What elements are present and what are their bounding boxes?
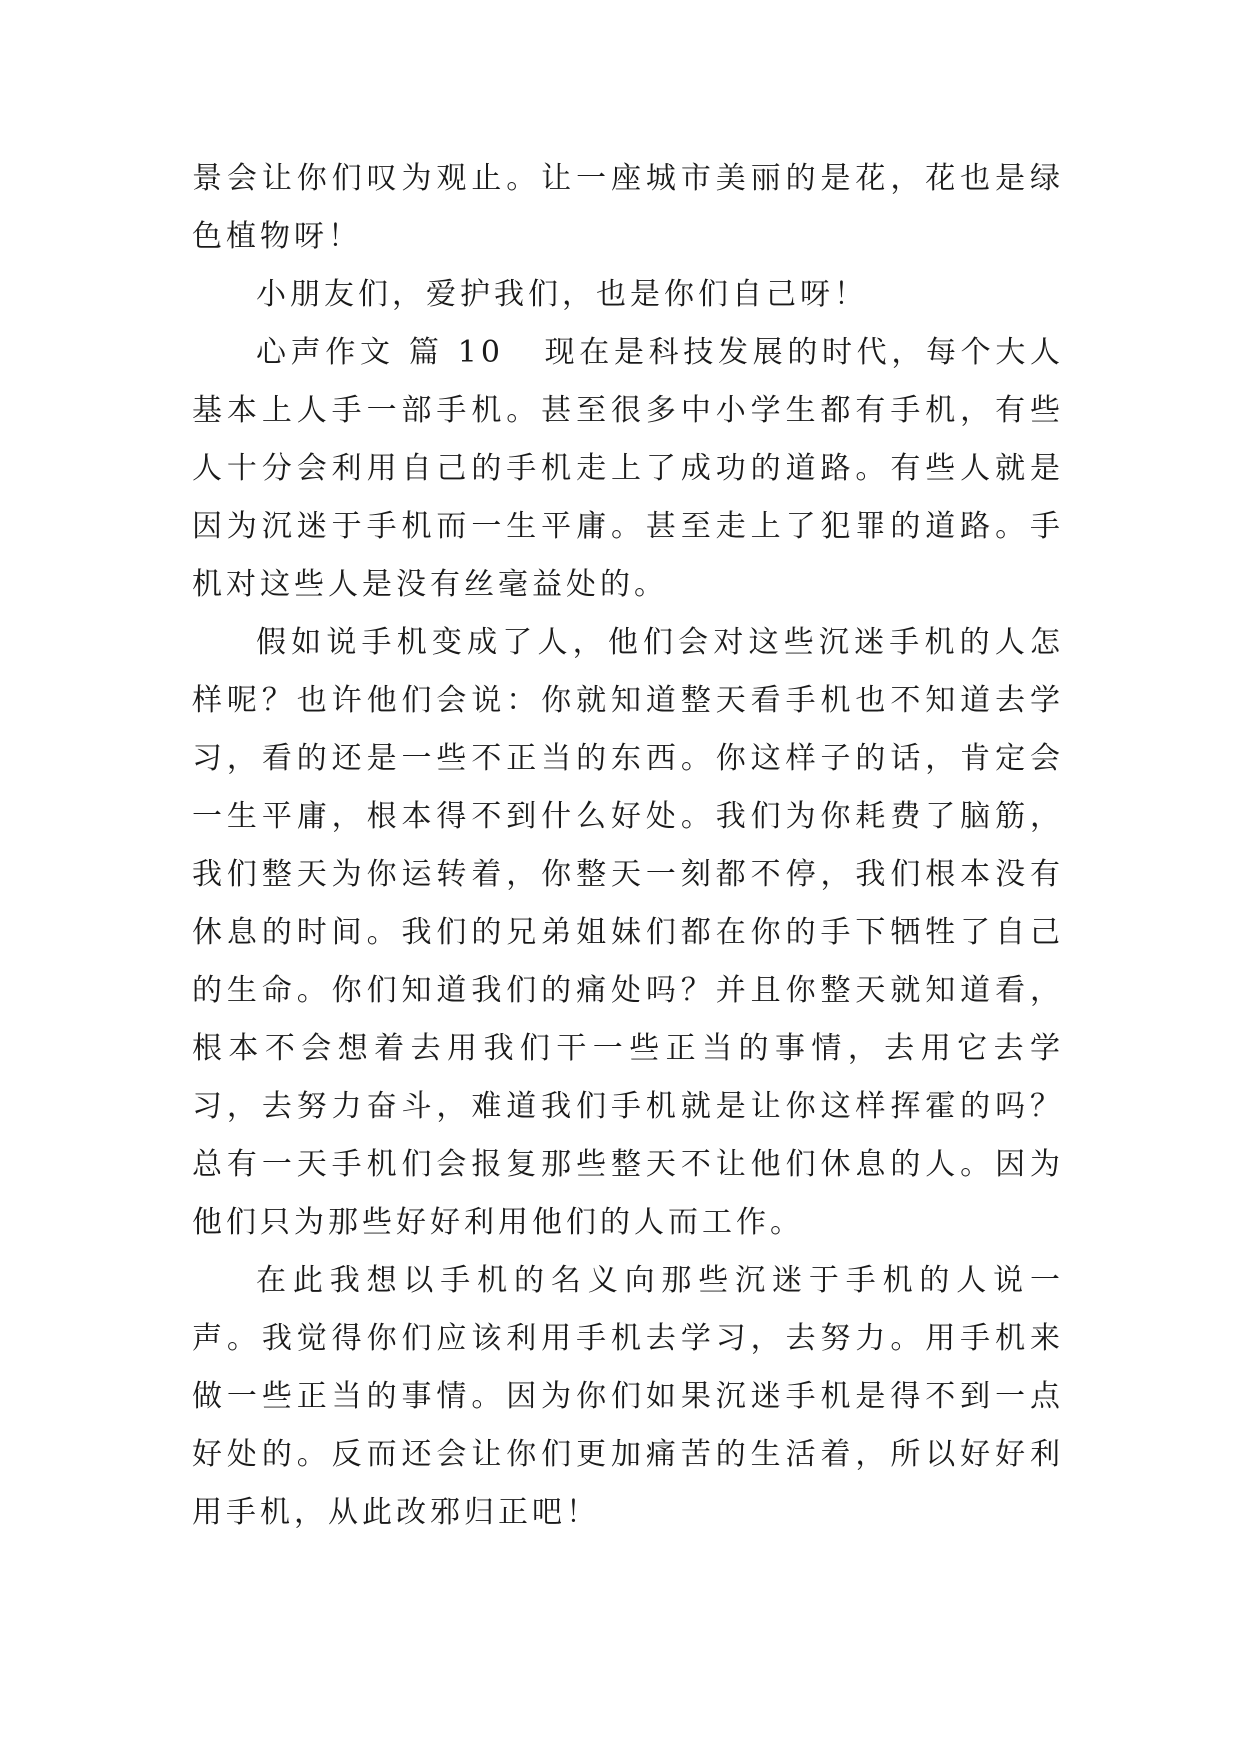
paragraph-5: 在此我想以手机的名义向那些沉迷于手机的人说一声。我觉得你们应该利用手机去学习，去努力。用手机来做一些正当的事情。因为你们如果沉迷手机是得不到一点好处的。反而还会让你们更加痛苦的生活着，所以好好利用手机，从此改邪归正吧！ [192,1263,1064,1530]
paragraph-3 [192,324,1064,614]
paragraph-2: 小朋友们，爱护我们，也是你们自己呀！ [256,277,868,312]
paragraph-3-text: 现在是科技发展的时代，每个大人基本上人手一部手机。甚至很多中小学生都有手机，有些人十分会利用自己的手机走上了成功的道路。有些人就是因为沉迷于手机而一生平庸。甚至走上了犯罪的道路。手机对这些人是没有丝毫益处的。 [192,335,1065,602]
paragraph-4: 假如说手机变成了人，他们会对这些沉迷手机的人怎样呢？也许他们会说：你就知道整天看手机也不知道去学习，看的还是一些不正当的东西。你这样子的话，肯定会一生平庸，根本得不到什么好处。我们为你耗费了脑筋，我们整天为你运转着，你整天一刻都不停，我们根本没有休息的时间。我们的兄弟姐妹们都在你的手下牺牲了自己的生命。你们知道我们的痛处吗？并且你整天就知道看，根本不会想着去用我们干一些正当的事情，去用它去学习，去努力奋斗，难道我们手机就是让你这样挥霍的吗？总有一天手机们会报复那些整天不让他们休息的人。因为他们只为那些好好利用他们的人而工作。 [192,625,1064,1240]
paragraph-1: 景会让你们叹为观止。让一座城市美丽的是花，花也是绿色植物呀！ [192,161,1064,254]
document-body [192,150,1064,1542]
section-title: 心声作文 篇 10 [256,335,504,370]
